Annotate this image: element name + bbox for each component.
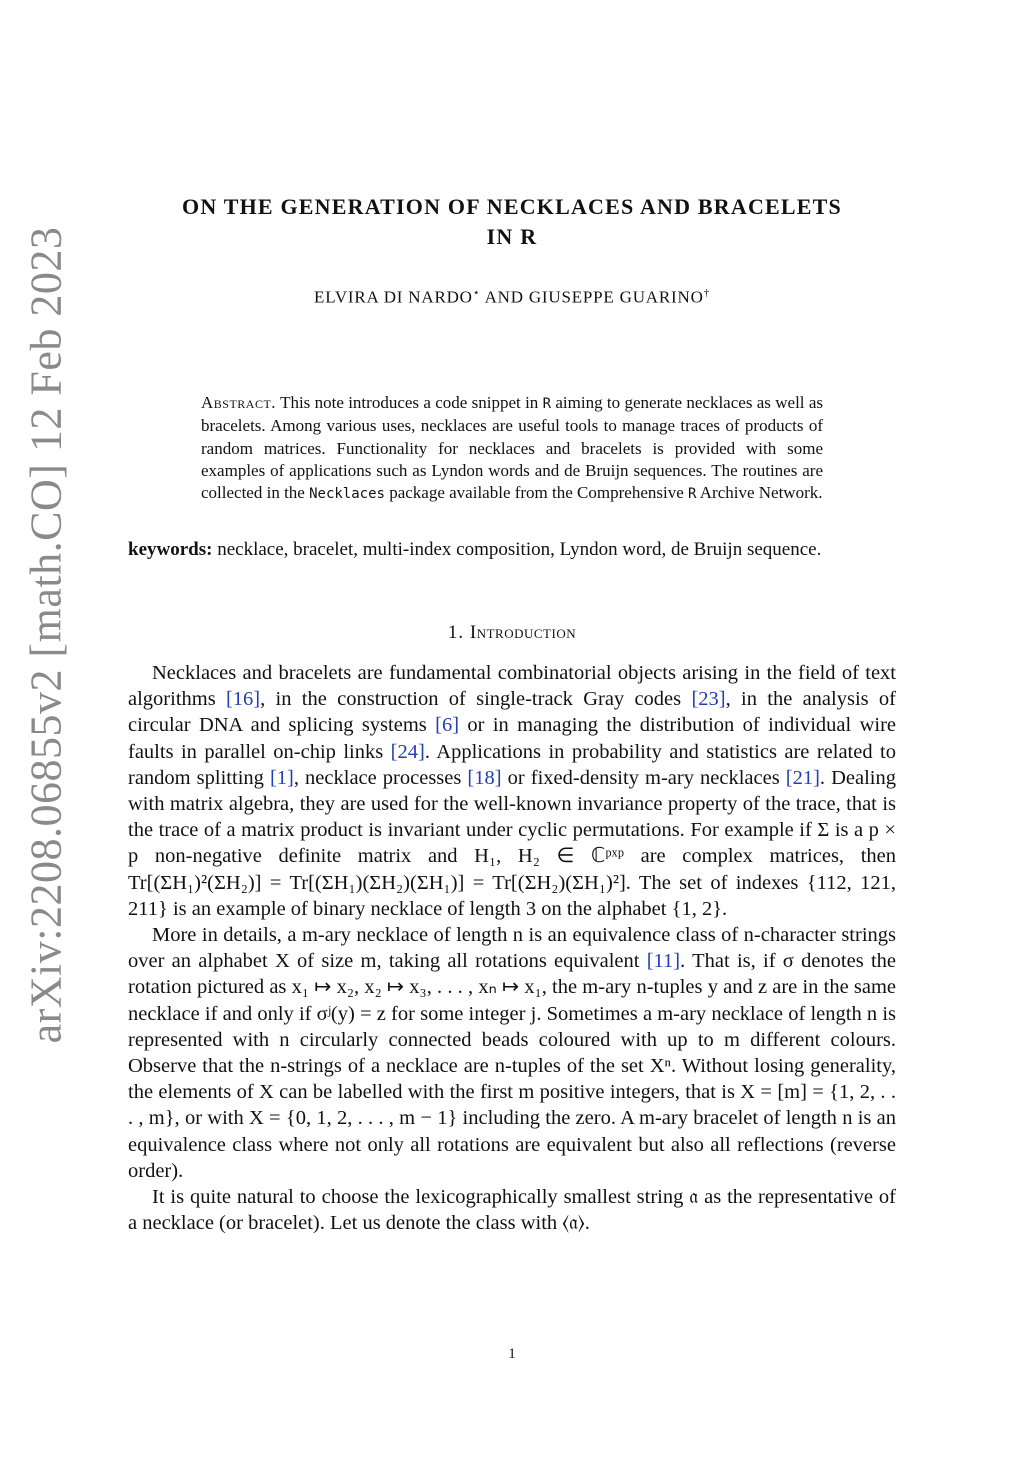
keywords bbox=[128, 536, 896, 563]
section-heading bbox=[128, 622, 896, 644]
paragraph-text: . That is, if σ denotes the rotation pictured as x₁ ↦ x₂, x₂ ↦ x₃, . . . , xₙ ↦ x₁, the m-ary n-tuples y and z are in the same necklace if and only if σʲ(y) = z for some integer j. Sometimes a m-ary necklace of length n is represented with n circularly connected beads coloured with up to m different colours. Observe that the n-strings of a necklace are n-tuples of the set Xⁿ. Without losing generality, the elements of X can be labelled with the first m positive integers, that is X = [m] = {1, 2, . . . , m}, or with X = {0, 1, 2, . . . , m − 1} including the zero. A m-ary bracelet of length n is an equivalence class where not only all rotations are equivalent but also all reflections (reverse order). bbox=[128, 950, 897, 1182]
abstract bbox=[201, 392, 823, 505]
abstract-label: Abstract. bbox=[201, 393, 277, 412]
citation-link[interactable]: [24] bbox=[390, 740, 425, 763]
author-2: GIUSEPPE GUARINO bbox=[528, 287, 704, 307]
paragraph-text: , necklace processes bbox=[293, 766, 468, 789]
author-1: ELVIRA DI NARDO bbox=[314, 287, 473, 307]
citation-link[interactable]: [23] bbox=[691, 688, 726, 711]
paragraph-text: Necklaces and bracelets are fundamental combinatorial objects arising in the field of text algorithms bbox=[128, 662, 896, 711]
paragraph-text: , in the construction of single-track Gray codes bbox=[260, 688, 692, 711]
abstract-text: Archive Network. bbox=[696, 483, 823, 503]
citation-link[interactable]: [16] bbox=[225, 688, 261, 711]
title-line-2: IN R bbox=[486, 224, 538, 249]
citation-link[interactable]: [21] bbox=[785, 766, 820, 789]
keywords-text: necklace, bracelet, multi-index composition, Lyndon word, de Bruijn sequence. bbox=[212, 539, 822, 560]
paragraph bbox=[128, 660, 896, 922]
paper-title bbox=[128, 192, 896, 252]
paragraph-text: . Applications in probability and statistics are related to random splitting bbox=[128, 740, 896, 789]
paragraph-text: More in details, a m-ary necklace of length n is an equivalence class of n-character strings over an alphabet X of size m, taking all rotations equivalent bbox=[128, 924, 896, 973]
citation-link[interactable]: [11] bbox=[646, 950, 681, 973]
paragraph-text: It is quite natural to choose the lexicographically smallest string 𝔞 as the representative of a necklace (or bracelet). Let us denote the class with ⟨𝔞⟩. bbox=[128, 1186, 896, 1235]
paragraph bbox=[128, 922, 896, 1184]
author-list bbox=[128, 286, 896, 308]
paragraph-text: or fixed-density m-ary necklaces bbox=[501, 766, 786, 789]
abstract-text: package available from the Comprehensive bbox=[384, 483, 688, 503]
paragraph-text: . Dealing with matrix algebra, they are used for the well-known invariance property of the trace, that is the trace of a matrix product is invariant under cyclic permutations. For example if Σ is a p × p non-negative definite matrix and H₁, H₂ ∈ ℂᵖˣᵖ are complex matrices, then Tr[(ΣH₁)²(ΣH₂)] = Tr[(ΣH₁)(ΣH₂)(ΣH₁)] = Tr[(ΣH₂)(ΣH₁)²]. The set of indexes {112, 121, 211} is an example of binary necklace of length 3 on the alphabet {1, 2}. bbox=[128, 766, 896, 920]
citation-link[interactable]: [1] bbox=[269, 766, 294, 789]
arxiv-identifier: arXiv:2208.06855v2 [math.CO] 12 Feb 2023 bbox=[21, 226, 71, 1044]
code-package-name: Necklaces bbox=[309, 486, 385, 503]
citation-link[interactable]: [18] bbox=[467, 766, 502, 789]
title-line-1: ON THE GENERATION OF NECKLACES AND BRACELETS bbox=[182, 194, 842, 219]
abstract-text: This note introduces a code snippet in bbox=[276, 393, 543, 412]
code-r: R bbox=[542, 396, 552, 412]
keywords-label: keywords: bbox=[128, 539, 213, 560]
section-number: 1. bbox=[447, 622, 470, 643]
author-connector: AND bbox=[480, 287, 529, 307]
author-1-mark: ⋆ bbox=[472, 287, 481, 299]
citation-link[interactable]: [6] bbox=[435, 714, 460, 737]
author-2-mark: † bbox=[703, 287, 710, 299]
paragraph-text: or in managing the distribution of individual wire faults in parallel on-chip links bbox=[128, 714, 896, 763]
code-r: R bbox=[688, 486, 697, 503]
paragraph-text: , in the analysis of circular DNA and splicing systems bbox=[128, 688, 896, 737]
page-number: 1 bbox=[508, 1346, 516, 1362]
section-title: Introduction bbox=[469, 622, 577, 643]
paragraph bbox=[128, 1184, 896, 1236]
abstract-text: aiming to generate necklaces as well as bracelets. Among various uses, necklaces are useful tools to manage traces of products of random matrices. Functionality for necklaces and bracelets is provided with some examples of applications such as Lyndon words and de Bruijn sequences. The routines are collected in the bbox=[201, 393, 823, 503]
section-body bbox=[128, 660, 896, 1236]
